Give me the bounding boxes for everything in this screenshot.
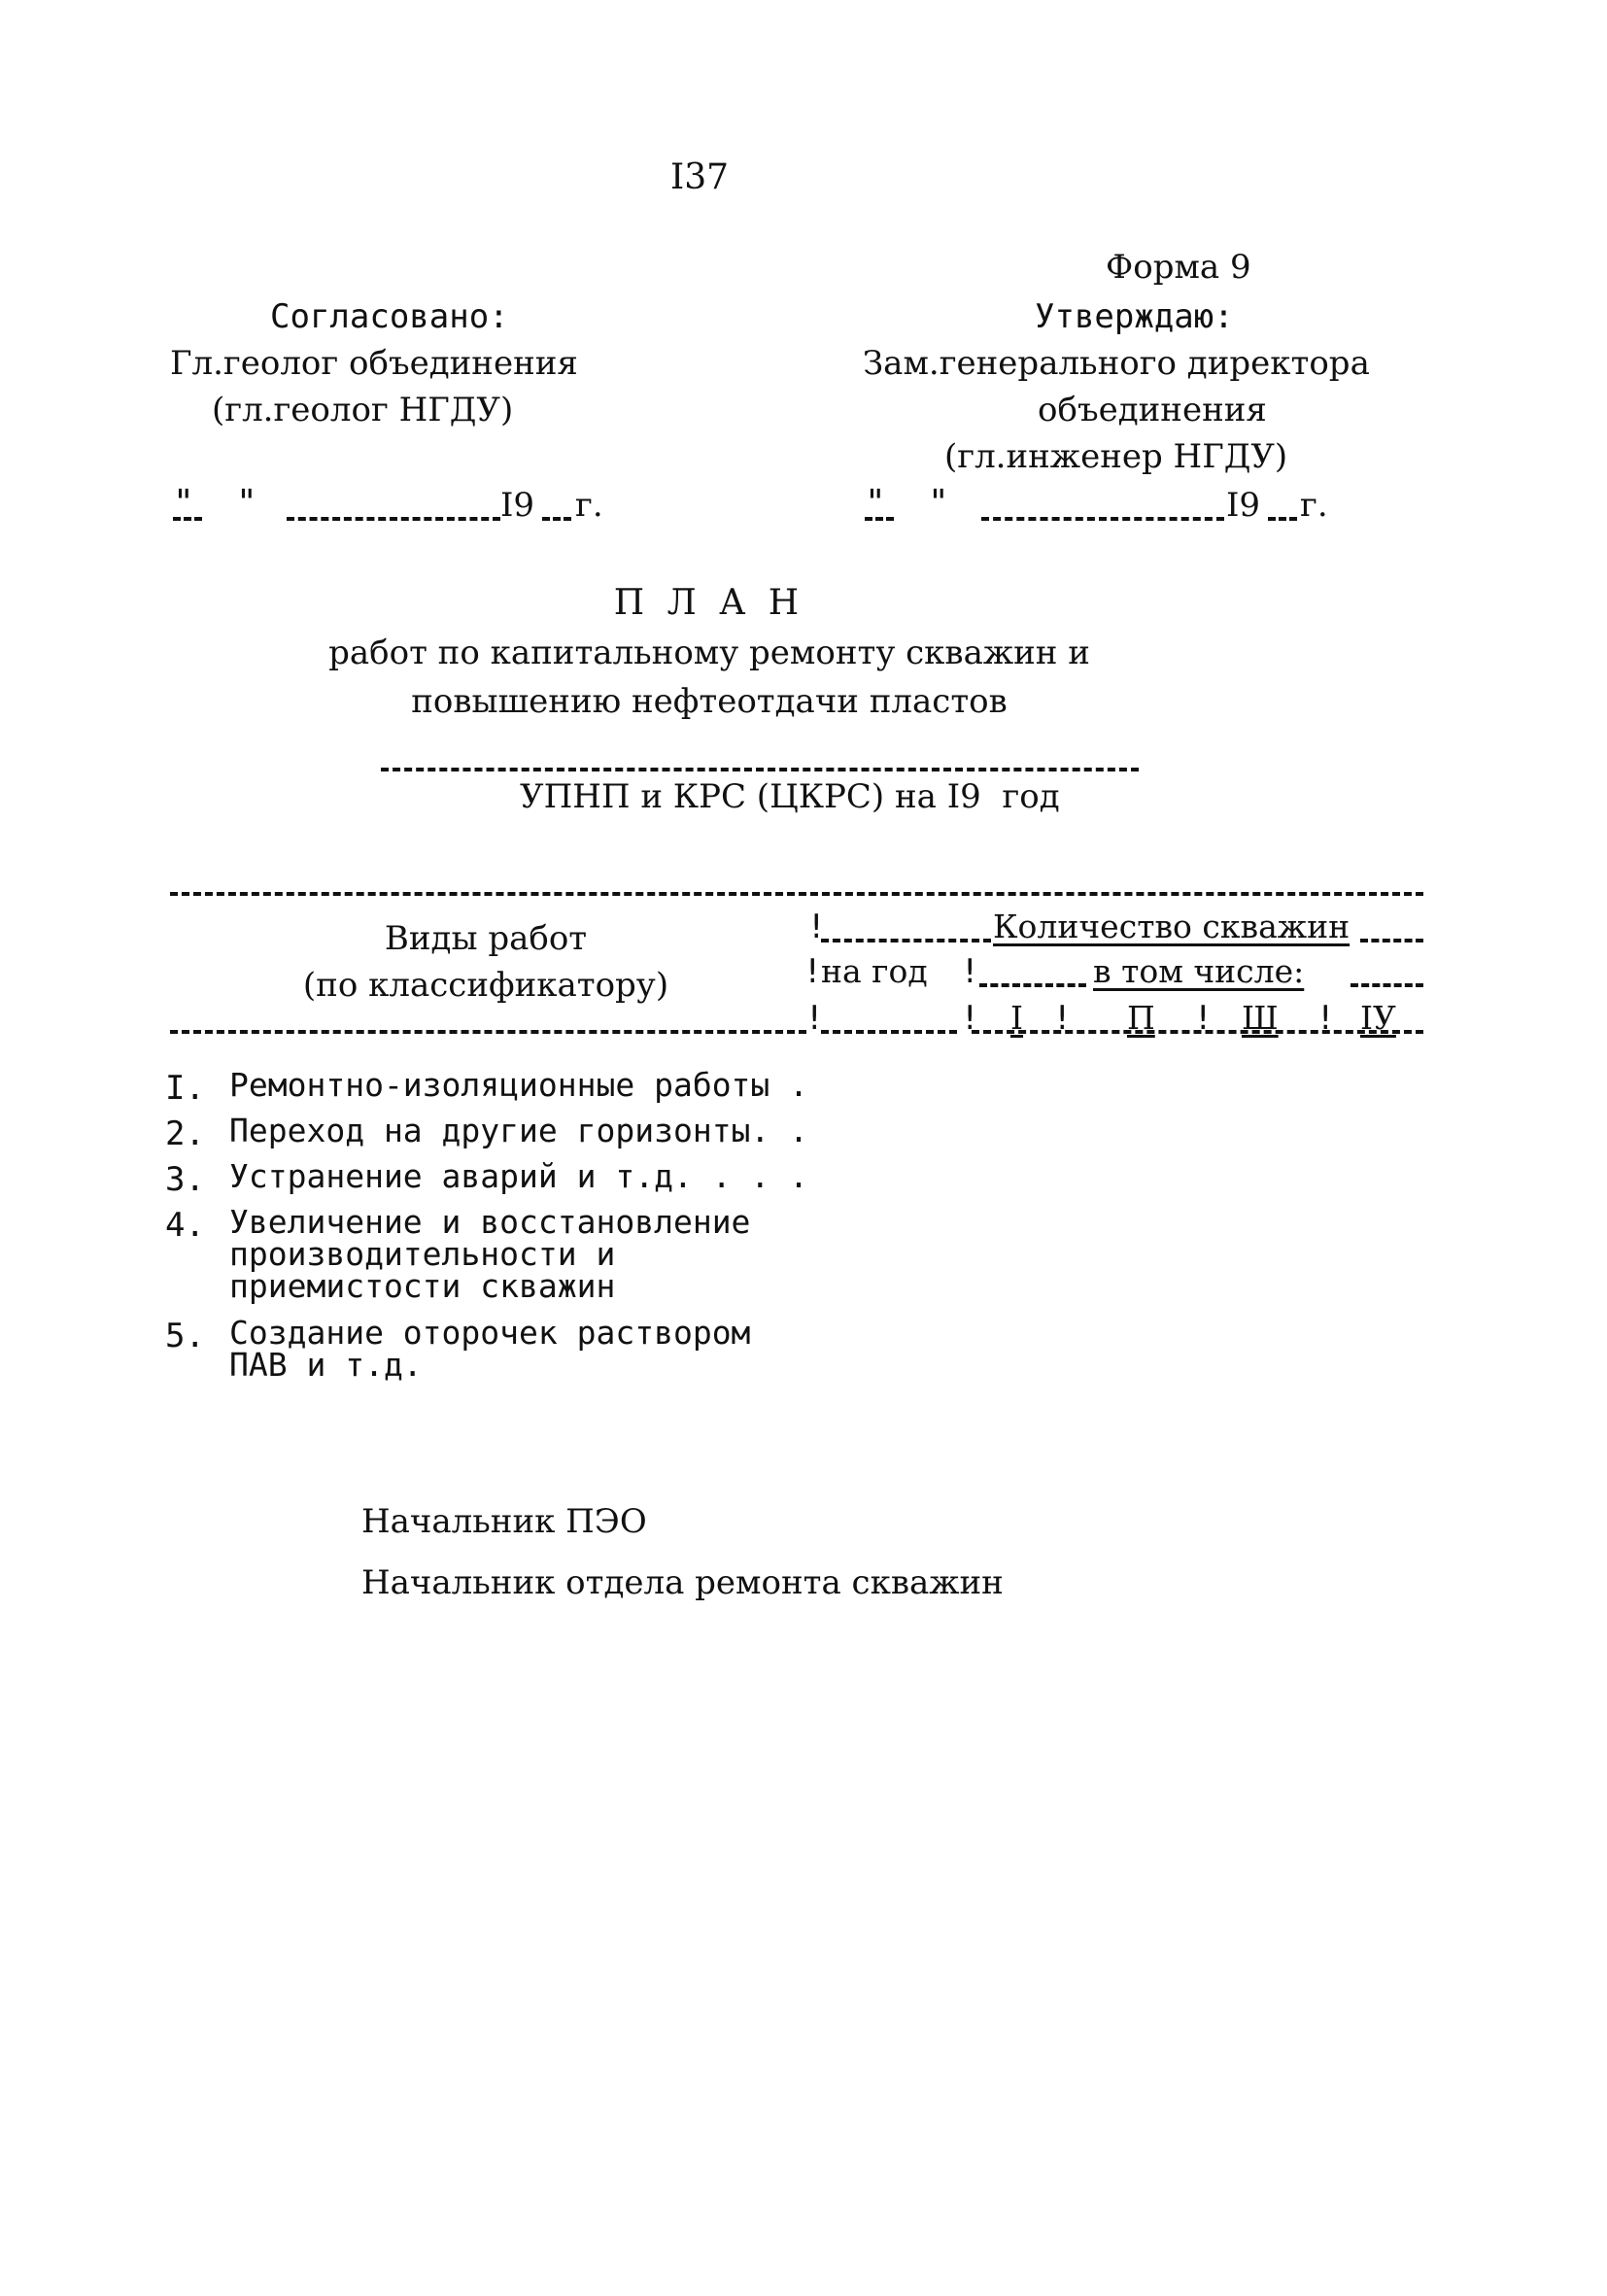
approved-year-blank [1268,517,1297,521]
table-header-rule [170,1030,806,1034]
separator: ! [803,952,823,991]
agreed-year-blank [542,517,571,521]
approved-title: Утверждаю: [1035,297,1234,336]
approved-date-year: I9 [1226,486,1261,525]
agreed-date-quotes: " " [173,483,257,523]
header-fill-rule [979,983,1086,987]
header-fill-rule [1351,983,1423,987]
agreed-month-blank [287,517,500,521]
approved-position-line2: объединения [1038,391,1267,429]
agreed-date-year: I9 [500,486,535,525]
approved-day-blank [865,517,894,521]
signature-line-2: Начальник отдела ремонта скважин [361,1563,1004,1602]
agreed-date-suffix: г. [575,486,603,525]
plan-subtitle-1: работ по капитальному ремонту скважин и [328,634,1090,672]
separator: ! [960,952,980,991]
org-name-blank [381,768,1139,771]
approved-month-blank [981,517,1224,521]
quarter-3-header: Ш [1242,999,1279,1037]
header-fill-rule [1360,939,1423,942]
header-fill-rule [821,939,991,942]
agreed-day-blank [173,517,202,521]
approved-date-suffix: г. [1300,486,1328,525]
including-header: в том числе: [1093,952,1305,990]
agreed-position: Гл.геолог объединения [170,344,578,383]
col-works-subheader: (по классификатору) [302,966,669,1005]
per-year-header: на год [821,952,928,990]
separator: ! [960,999,980,1038]
quarter-2-header: П [1127,999,1155,1037]
table-header-bottom-rule [972,1030,1423,1034]
header-fill-rule [821,1030,957,1034]
table-row: Переход на другие горизонты. . [229,1112,809,1149]
table-row: Устранение аварий и т.д. . . . [229,1157,809,1195]
row-number: 5. [165,1317,205,1355]
separator: ! [806,908,827,946]
plan-title: П Л А Н [613,583,805,623]
signature-line-1: Начальник ПЭО [361,1502,647,1541]
approved-position: Зам.генерального директора [863,344,1370,383]
row-number: I. [165,1069,205,1108]
quarter-1-header: I [1010,999,1024,1037]
agreed-title: Согласовано: [270,297,509,336]
row-number: 3. [165,1160,205,1199]
table-row: Ремонтно-изоляционные работы . [229,1066,809,1104]
col-works-header: Виды работ [384,919,588,958]
org-line: УПНП и КРС (ЦКРС) на I9 год [520,777,1060,816]
quarter-4-header: IУ [1360,999,1396,1037]
row-number: 2. [165,1114,205,1153]
table-top-rule [170,892,1423,896]
table-row: Создание оторочек раствором ПАВ и т.д. [229,1314,751,1384]
plan-subtitle-2: повышению нефтеотдачи пластов [411,682,1008,721]
separator: ! [1193,999,1214,1038]
approved-position-alt: (гл.инженер НГДУ) [944,437,1288,476]
row-number: 4. [165,1206,205,1245]
separator: ! [1052,999,1073,1038]
separator: ! [804,999,825,1038]
agreed-position-alt: (гл.геолог НГДУ) [212,391,514,429]
quantity-header: Количество скважин [993,908,1351,945]
page-number: I37 [670,157,730,197]
separator: ! [1316,999,1336,1038]
table-row: Увеличение и восстановление производительности и приемистости скважин [229,1203,751,1305]
approved-date-quotes: " " [865,483,949,523]
form-label: Форма 9 [1106,248,1251,287]
